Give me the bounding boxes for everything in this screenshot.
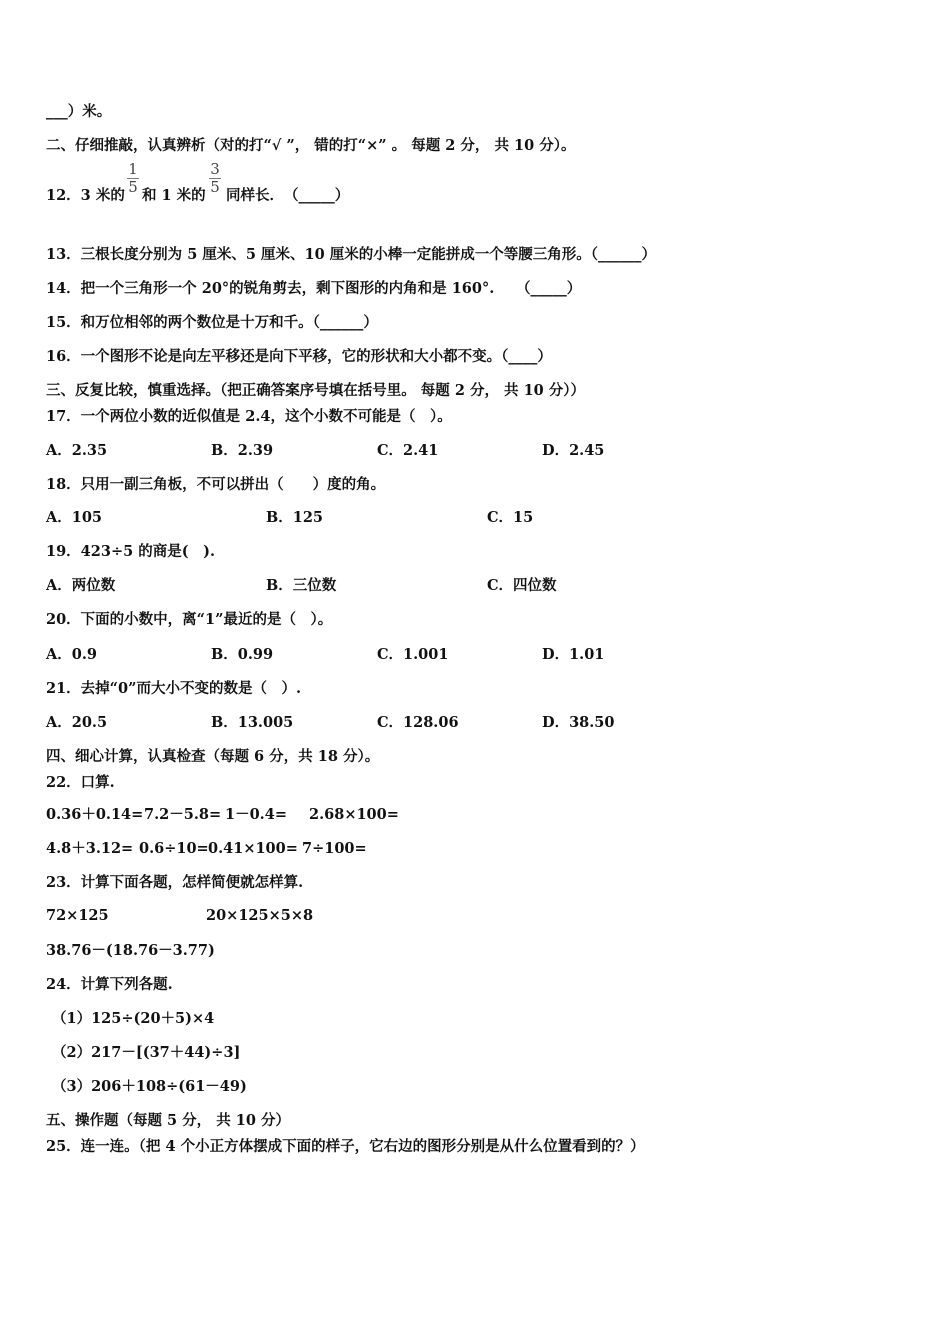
q20-option-a: A．0.9: [46, 646, 97, 663]
question-14: 14．把一个三角形一个 20°的锐角剪去，剩下图形的内角和是 160°. （_____）: [46, 280, 582, 297]
q12-fraction-1-num: 1: [128, 160, 138, 178]
q12-part-b: 和 1 米的: [142, 187, 206, 204]
q22-row2-item-2: 0.6÷10=: [139, 840, 209, 857]
question-21: 21．去掉“0”而大小不变的数是（ ）.: [46, 680, 301, 697]
q12-part-a: 12．3 米的: [46, 187, 125, 204]
q12-fraction-1-den: 5: [128, 178, 138, 196]
q22-row1-item-4: 2.68×100=: [309, 806, 399, 823]
q21-option-a: A．20.5: [46, 714, 108, 731]
q12-part-c: 同样长． （_____）: [226, 187, 350, 204]
question-16: 16．一个图形不论是向左平移还是向下平移，它的形状和大小都不变。（____）: [46, 348, 552, 365]
q22-row1-item-2: 7.2－5.8=: [144, 806, 222, 823]
question-25: 25．连一连。（把 4 个小正方体摆成下面的样子，它右边的图形分别是从什么位置看到的？）: [46, 1138, 645, 1155]
q24-item-1: （1）125÷(20＋5)×4: [52, 1010, 215, 1027]
q18-option-c: C．15: [487, 509, 534, 526]
question-18: 18．只用一副三角板，不可以拼出（ ）度的角。: [46, 476, 386, 493]
section-5-heading: 五、操作题（每题 5 分， 共 10 分）: [46, 1112, 291, 1129]
q18-option-a: A．105: [46, 509, 103, 526]
q22-row1-item-1: 0.36＋0.14=: [46, 806, 144, 823]
q12-fraction-2: [209, 162, 221, 195]
q23-item-b: 20×125×5×8: [206, 907, 314, 924]
section-3-heading: 三、反复比较，慎重选择。（把正确答案序号填在括号里。 每题 2 分， 共 10 分））: [46, 382, 586, 399]
q21-option-c: C．128.06: [377, 714, 459, 731]
q21-option-d: D．38.50: [542, 714, 615, 731]
q20-option-b: B．0.99: [211, 646, 274, 663]
section-2-heading: 二、仔细推敲，认真辨析（对的打“√ ”， 错的打“×” 。 每题 2 分， 共 10 分）。: [46, 137, 576, 154]
q24-item-2: （2）217－[(37＋44)÷3]: [52, 1044, 241, 1061]
q20-option-c: C．1.001: [377, 646, 449, 663]
q21-option-b: B．13.005: [211, 714, 294, 731]
q20-option-d: D．1.01: [542, 646, 605, 663]
answer-blank-line: ___）米。: [46, 103, 112, 120]
q23-item-a: 72×125: [46, 907, 109, 924]
question-23: 23．计算下面各题，怎样简便就怎样算.: [46, 874, 304, 891]
q12-fraction-1: [127, 162, 139, 195]
q17-option-d: D．2.45: [542, 442, 605, 459]
question-22: 22．口算.: [46, 774, 115, 791]
question-24: 24．计算下列各题.: [46, 976, 173, 993]
q22-row2-item-4: 7÷100=: [302, 840, 367, 857]
q17-option-a: A．2.35: [46, 442, 108, 459]
q18-option-b: B．125: [266, 509, 324, 526]
question-15: 15．和万位相邻的两个数位是十万和千。（______）: [46, 314, 378, 331]
q22-row2-item-1: 4.8＋3.12=: [46, 840, 134, 857]
q22-row2-item-3: 0.41×100=: [208, 840, 298, 857]
section-4-heading: 四、细心计算，认真检查（每题 6 分，共 18 分）。: [46, 748, 380, 765]
q22-row1-item-3: 1－0.4=: [225, 806, 287, 823]
q17-option-c: C．2.41: [377, 442, 439, 459]
q19-option-c: C．四位数: [487, 577, 557, 594]
question-20: 20．下面的小数中，离“1”最近的是（ ）。: [46, 611, 333, 628]
question-17: 17．一个两位小数的近似值是 2.4，这个小数不可能是（ ）。: [46, 408, 452, 425]
q23-item-c: 38.76－(18.76－3.77): [46, 942, 215, 959]
q17-option-b: B．2.39: [211, 442, 274, 459]
q19-option-b: B．三位数: [266, 577, 337, 594]
q19-option-a: A．两位数: [46, 577, 116, 594]
question-19: 19．423÷5 的商是( ).: [46, 543, 216, 560]
q12-fraction-2-num: 3: [210, 160, 220, 178]
q24-item-3: （3）206＋108÷(61－49): [52, 1078, 247, 1095]
question-13: 13．三根长度分别为 5 厘米、5 厘米、10 厘米的小棒一定能拼成一个等腰三角形。（______）: [46, 246, 656, 263]
q12-fraction-2-den: 5: [210, 178, 220, 196]
